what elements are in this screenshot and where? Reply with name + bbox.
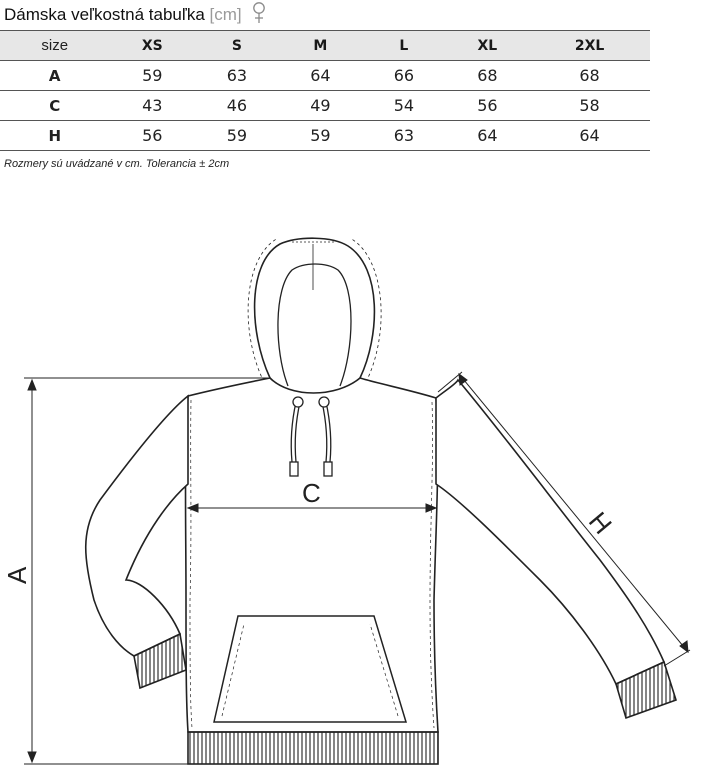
left-sleeve [86,396,188,688]
header-2xl: 2XL [529,31,650,61]
table-cell: 64 [446,121,530,151]
waistband [188,732,438,764]
table-cell: 56 [109,121,195,151]
table-cell: 68 [529,61,650,91]
table-cell: 66 [362,61,446,91]
row-label: C [0,91,109,121]
hood [248,238,381,400]
header-m: M [279,31,363,61]
header-size: size [0,31,109,61]
table-cell: 63 [362,121,446,151]
table-row [0,91,650,121]
table-cell: 56 [446,91,530,121]
table-cell: 68 [446,61,530,91]
table-cell: 54 [362,91,446,121]
header-l: L [362,31,446,61]
table-cell: 46 [195,91,279,121]
table-cell: 58 [529,91,650,121]
row-label: A [0,61,109,91]
label-h: H [582,506,618,540]
table-cell: 49 [279,91,363,121]
header-s: S [195,31,279,61]
female-venus-icon [252,2,266,29]
table-cell: 59 [109,61,195,91]
table-row [0,121,650,151]
size-chart-title [4,2,266,29]
hoodie-measurement-diagram [0,180,702,774]
table-header-row [0,31,650,61]
table-cell: 64 [529,121,650,151]
table-cell: 59 [279,121,363,151]
table-cell: 64 [279,61,363,91]
header-xl: XL [446,31,530,61]
label-c: C [302,478,321,508]
table-row [0,61,650,91]
unit-label: [cm] [209,5,242,24]
table-cell: 59 [195,121,279,151]
right-sleeve [436,380,676,718]
label-a: A [2,566,32,584]
tolerance-note: Rozmery sú uvádzané v cm. Tolerancia ± 2cm [4,158,230,170]
header-xs: XS [109,31,195,61]
table-cell: 63 [195,61,279,91]
size-table [0,30,650,151]
row-label: H [0,121,109,151]
title-text: Dámska veľkostná tabuľka [4,5,205,24]
table-cell: 43 [109,91,195,121]
